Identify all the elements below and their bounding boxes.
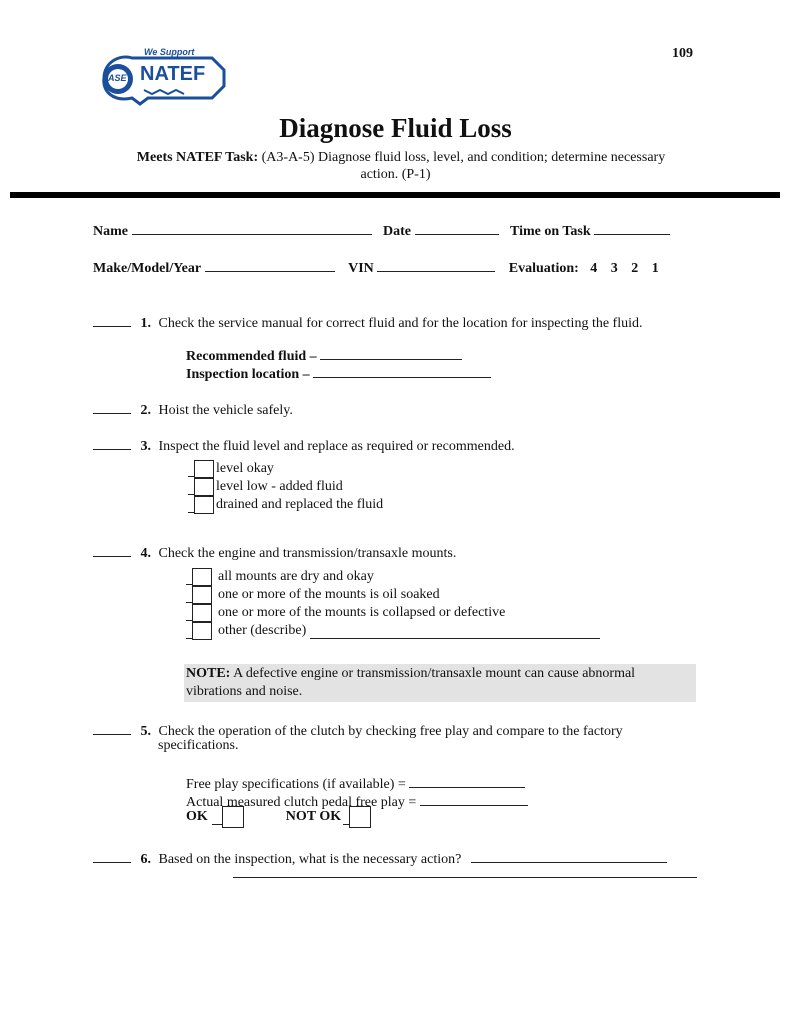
recommended-fluid-row [186,345,462,365]
vin-field[interactable] [377,257,495,272]
step-3-check[interactable] [93,435,131,450]
step-6 [93,848,713,868]
step-5 [93,720,713,740]
step-2 [93,399,713,419]
header-divider [10,192,780,198]
option-label: all mounts are dry and okay [218,569,374,584]
option-level-low [188,478,383,496]
step-5-text: Check the operation of the clutch by checking free play and compare to the factory [158,724,623,739]
free-play-spec-row [186,773,525,793]
ok-label: OK [186,809,208,824]
step-3-text: Inspect the fluid level and replace as required or recommended. [158,439,515,454]
option-label: drained and replaced the fluid [216,497,384,512]
step-2-text: Hoist the vehicle safely. [158,403,293,418]
ase-text: ASE [108,73,127,83]
task-text: (A3-A-5) Diagnose fluid loss, level, and condition; determine necessary [261,150,666,165]
step-2-number: 2. [140,403,151,418]
task-label: Meets NATEF Task: [136,150,259,165]
step-1-number: 1. [140,316,151,331]
option-level-okay [188,460,383,478]
step-2-check[interactable] [93,399,131,414]
page-title: Diagnose Fluid Loss [279,113,512,143]
option-drained-replaced [188,496,383,514]
vin-label: VIN [348,261,374,276]
page-number: 109 [672,46,693,61]
measured-free-play-field[interactable] [420,791,528,806]
step-1 [93,312,713,332]
step-3 [93,435,713,455]
measured-free-play-label: Actual measured clutch pedal free play = [186,795,417,810]
score-4[interactable]: 4 [590,261,598,276]
step-4 [93,542,713,562]
note-label: NOTE: [186,666,231,681]
date-field[interactable] [415,220,499,235]
step-5-number: 5. [140,724,151,739]
step-5-check[interactable] [93,720,131,735]
time-on-task-field[interactable] [594,220,670,235]
step-3-options [188,460,383,514]
step-4-check[interactable] [93,542,131,557]
time-on-task-label: Time on Task [510,224,591,239]
task-text-2: action. (P-1) [360,167,431,182]
checkbox-mounts-okay[interactable] [192,568,212,586]
score-1[interactable]: 1 [651,261,659,276]
option-other [186,622,600,640]
step-4-number: 4. [140,546,151,561]
necessary-action-field-2[interactable] [233,877,697,878]
checkbox-level-okay[interactable] [194,460,214,478]
option-mounts-okay [186,568,600,586]
option-label: level okay [216,461,274,476]
checkbox-level-low[interactable] [194,478,214,496]
evaluation-label: Evaluation: [508,261,579,276]
option-label: level low - added fluid [216,479,343,494]
step-1-text: Check the service manual for correct fluid and for the location for inspecting the fluid. [158,316,643,331]
header-row-1 [93,220,703,240]
step-4-options [186,568,600,640]
inspection-location-field[interactable] [313,363,491,378]
option-mounts-oil-soaked [186,586,600,604]
option-mounts-collapsed [186,604,600,622]
natef-logo [92,48,228,108]
note-text-2: vibrations and noise. [186,684,303,699]
score-3[interactable]: 3 [610,261,618,276]
step-6-check[interactable] [93,848,131,863]
step-4-text: Check the engine and transmission/transaxle mounts. [158,546,457,561]
step-5-text-2: specifications. [158,738,239,753]
option-label: other (describe) [218,623,307,638]
header-row-2 [93,257,713,277]
other-describe-field[interactable] [310,624,600,639]
natef-text: NATEF [140,63,206,85]
checkbox-mounts-collapsed[interactable] [192,604,212,622]
we-support-text: We Support [144,47,195,57]
name-field[interactable] [132,220,372,235]
step-3-number: 3. [140,439,151,454]
recommended-fluid-field[interactable] [320,345,462,360]
make-model-year-field[interactable] [205,257,335,272]
checkbox-ok[interactable] [222,806,244,828]
step-1-check[interactable] [93,312,131,327]
option-label: one or more of the mounts is collapsed or defective [218,605,506,620]
note-text: A defective engine or transmission/transaxle mount can cause abnormal [233,666,636,681]
inspection-location-label: Inspection location – [186,367,310,382]
inspection-location-row [186,363,491,383]
checkbox-drained-replaced[interactable] [194,496,214,514]
not-ok-label: NOT OK [285,809,342,824]
checkbox-other[interactable] [192,622,212,640]
free-play-spec-field[interactable] [409,773,525,788]
checkbox-not-ok[interactable] [349,806,371,828]
option-label: one or more of the mounts is oil soaked [218,587,440,602]
make-model-year-label: Make/Model/Year [93,261,202,276]
free-play-spec-label: Free play specifications (if available) = [186,777,406,792]
score-2[interactable]: 2 [631,261,639,276]
recommended-fluid-label: Recommended fluid – [186,349,317,364]
necessary-action-field[interactable] [471,848,667,863]
step-6-text: Based on the inspection, what is the necessary action? [158,852,462,867]
date-label: Date [383,224,411,239]
name-label: Name [93,224,128,239]
note-box [184,664,696,702]
ok-not-ok-row [186,806,371,828]
task-line-1 [96,150,706,166]
step-6-number: 6. [140,852,151,867]
checkbox-mounts-oil-soaked[interactable] [192,586,212,604]
